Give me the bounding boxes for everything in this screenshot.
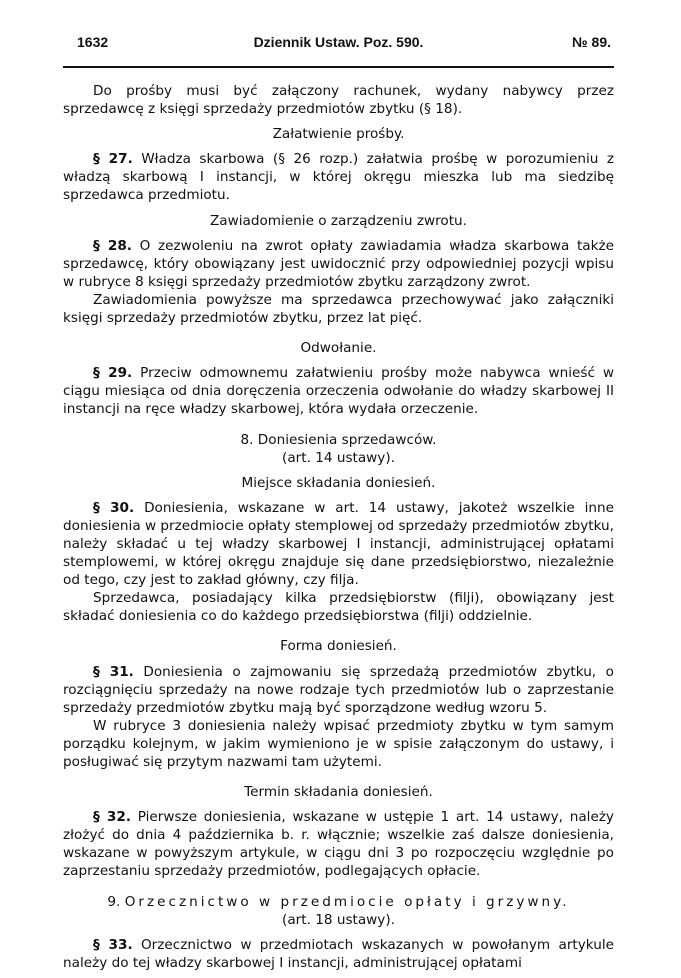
section-number: § 30. [93,499,135,516]
section-text: O zezwoleniu na zwrot opłaty zawiadamia władza skarbowa także sprzedawcę, który obowiązany jest uwidocznić przy odpowiedniej pozycji wpisu w rubryce 8 księgi sprzedaży przedmiotów zbytku zarządzony zwrot. [63,237,614,290]
section-text: Pierwsze doniesienia, wskazane w ustępie 1 art. 14 ustawy, należy złożyć do dnia 4 października b. r. włącznie; wszelkie zaś dalsze doniesienia, wskazane w powyższym artykule, w ciągu dni 3 po rozpoczęciu względnie po zaprzestaniu sprzedaży przedmiotów, podlegających opłacie. [63,809,614,880]
section-30-paragraph-2: Sprzedawca, posiadający kilka przedsiębiorstw (filji), obowiązany jest składać doniesienia co do każdego przedsiębiorstwa (filji) oddzielnie. [63,590,614,625]
section-28 [63,237,614,291]
section-31-paragraph-2: W rubryce 3 doniesienia należy wpisać przedmioty zbytku w tym samym porządku kolejnym, w jakim wymieniono je w spisie załączonym do ustawy, i posługiwać się przytym nazwami tam użytemi. [63,717,614,770]
document-body [63,82,614,972]
section-text: Doniesienia, wskazane w art. 14 ustawy, jakoteż wszelkie inne doniesienia w przedmiocie opłaty stemplowej od sprzedaży przedmiotów zbytku, należy składać u tej władzy skarbowej I instancji, administrującej opłatami stemplowemi, w której okręgu znajduje się dane przedsiębiorstwo, niezależnie od tego, czy jest to zakład główny, czy filja. [63,499,614,589]
chapter-8-reference: (art. 14 ustawy). [282,449,395,466]
section-27 [63,150,614,204]
heading-zawiadomienie: Zawiadomienie o zarządzeniu zwrotu. [209,212,467,229]
section-text: Przeciw odmownemu załatwieniu prośby może nabywca wnieść w ciągu miesiąca od dnia doręczenia orzeczenia odwołanie do władzy skarbowej II instancji na ręce władzy skarbowej, która wydała orzeczenie. [63,365,614,418]
section-33 [63,936,614,972]
section-number: § 27. [93,151,133,168]
section-number: § 31. [93,663,134,680]
chapter-title-text: Orzecznictwo w przedmiocie opłaty i grzywny. [124,893,570,910]
chapter-number: 9. [107,893,121,910]
journal-title: Dziennik Ustaw. Poz. 590. [253,34,424,50]
section-text: Orzecznictwo w przedmiotach wskazanych w powołanym artykule należy do tej władzy skarbowej I instancji, administrującej opłatami [63,936,614,971]
page-header [63,34,614,54]
section-number: § 33. [93,936,133,953]
section-text: Władza skarbowa (§ 26 rozp.) załatwia prośbę w porozumieniu z władzą skarbową I instancji, w której okręgu mieszka lub ma siedzibę sprzedawca przedmiotu. [63,151,614,204]
section-31 [63,663,614,717]
intro-paragraph: Do prośby musi być załączony rachunek, wydany nabywcy przez sprzedawcę z księgi sprzedaży przedmiotów zbytku (§ 18). [63,83,614,118]
heading-termin: Termin składania doniesień. [244,784,433,801]
chapter-9-title [63,893,614,911]
chapter-8-title: 8. Doniesienia sprzedawców. [240,431,437,448]
section-28-paragraph-2: Zawiadomienia powyższe ma sprzedawca przechowywać jako załączniki księgi sprzedaży przedmiotów zbytku, przez lat pięć. [63,291,614,327]
heading-zalatwienie: Załatwienie prośby. [272,126,405,143]
section-number: § 29. [93,365,133,382]
heading-forma: Forma doniesień. [280,638,397,655]
page-number: 1632 [77,34,109,50]
chapter-9-reference: (art. 18 ustawy). [282,911,395,928]
section-32 [63,808,614,880]
section-30 [63,499,614,589]
issue-number: № 89. [572,34,611,50]
section-number: § 32. [93,809,132,826]
section-text: Doniesienia o zajmowaniu się sprzedażą przedmiotów zbytku, o rozciągnięciu sprzedaży na nowe rodzaje tych przedmiotów lub o zaprzestanie sprzedaży przedmiotów zbytku mają być sporządzone według wzoru 5. [63,663,614,716]
section-29 [63,364,614,418]
heading-miejsce: Miejsce składania doniesień. [241,474,436,491]
heading-odwolanie: Odwołanie. [300,340,377,357]
header-rule [63,66,614,68]
section-number: § 28. [93,237,132,254]
